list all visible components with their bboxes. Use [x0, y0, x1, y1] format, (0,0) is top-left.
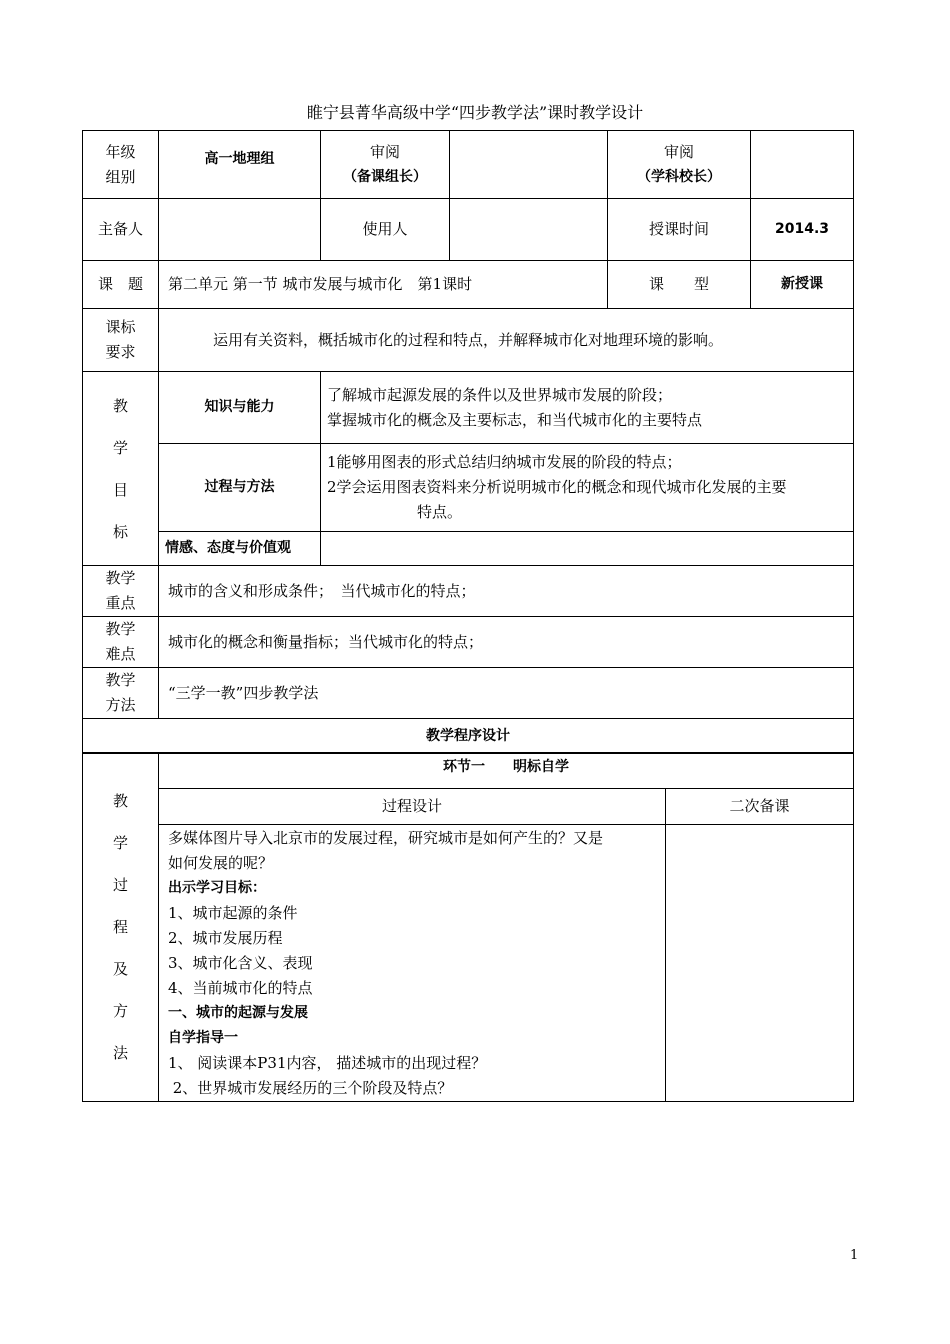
process-line: 出示学习目标： — [168, 880, 266, 896]
review-group-leader: 审阅 （备课组长） — [321, 131, 450, 199]
user-label: 使用人 — [321, 199, 450, 261]
review-group-leader-value — [450, 131, 608, 199]
lesson-time-label: 授课时间 — [608, 199, 751, 261]
program-title: 教学程序设计 — [83, 719, 854, 754]
row-goal-knowledge — [83, 372, 854, 444]
preparer-label: 主备人 — [83, 199, 159, 261]
standard-label: 课标 要求 — [83, 309, 159, 372]
row-topic — [83, 261, 854, 309]
process-lines — [168, 826, 665, 1101]
process-line: 2、世界城市发展经历的三个阶段及特点？ — [168, 1079, 453, 1097]
key-point-label: 教学 重点 — [83, 566, 159, 617]
process-side-label: 教 学 过 程 及 方 法 — [83, 753, 159, 1102]
row-method — [83, 668, 854, 719]
row-section-title — [83, 753, 854, 789]
grade-label: 年级 组别 — [83, 131, 159, 199]
preparer-value — [159, 199, 321, 261]
row-program-title — [83, 719, 854, 754]
emotion-content — [321, 532, 854, 566]
knowledge-content: 了解城市起源发展的条件以及世界城市发展的阶段； 掌握城市化的概念及主要标志，和当代城市化的主要特点 — [321, 372, 854, 444]
row-difficult-point — [83, 617, 854, 668]
row-goal-process — [83, 444, 854, 532]
row-standard — [83, 309, 854, 372]
process-table — [82, 752, 854, 1102]
knowledge-label: 知识与能力 — [159, 372, 321, 444]
topic-value: 第二单元 第一节 城市发展与城市化 第1课时 — [159, 261, 608, 309]
row-preparer — [83, 199, 854, 261]
process-line: 一、城市的起源与发展 — [168, 1005, 308, 1021]
process-content — [159, 825, 666, 1102]
process-line: 3、城市化含义、表现 — [168, 954, 313, 972]
process-label: 过程与方法 — [159, 444, 321, 532]
difficult-point-label: 教学 难点 — [83, 617, 159, 668]
lesson-info-table — [82, 130, 854, 754]
row-goal-emotion — [83, 532, 854, 566]
user-value — [450, 199, 608, 261]
standard-value: 运用有关资料，概括城市化的过程和特点，并解释城市化对地理环境的影响。 — [159, 309, 854, 372]
process-line: 多媒体图片导入北京市的发展过程，研究城市是如何产生的？又是 — [168, 829, 604, 847]
process-line: 2、城市发展历程 — [168, 929, 283, 947]
col-second-prep: 二次备课 — [666, 789, 854, 825]
row-column-headers — [83, 789, 854, 825]
section-title: 环节一 明标自学 — [159, 753, 854, 789]
goals-label: 教 学 目 标 — [83, 372, 159, 566]
review-principal-value — [751, 131, 854, 199]
document-title: 睢宁县菁华高级中学“四步教学法”课时教学设计 — [306, 103, 644, 122]
row-grade — [83, 131, 854, 199]
col-process-design: 过程设计 — [159, 789, 666, 825]
page-number: 1 — [850, 1248, 859, 1263]
difficult-point-value: 城市化的概念和衡量指标；当代城市化的特点； — [159, 617, 854, 668]
method-value: “三学一教”四步教学法 — [159, 668, 854, 719]
method-label: 教学 方法 — [83, 668, 159, 719]
process-line: 如何发展的呢？ — [168, 854, 274, 872]
process-content: 1能够用图表的形式总结归纳城市发展的阶段的特点； 2学会运用图表资料来分析说明城市化的概念和现代城市化发展的主要 特点。 — [321, 444, 854, 532]
lesson-type-value: 新授课 — [751, 261, 854, 309]
process-line: 1、城市起源的条件 — [168, 904, 298, 922]
emotion-label: 情感、态度与价值观 — [159, 532, 321, 566]
key-point-value: 城市的含义和形成条件； 当代城市化的特点； — [159, 566, 854, 617]
lesson-type-label: 课 型 — [608, 261, 751, 309]
process-line: 1、 阅读课本P31内容， 描述城市的出现过程？ — [168, 1054, 487, 1072]
lesson-time-value: 2014.3 — [751, 199, 854, 261]
row-process-content — [83, 825, 854, 1102]
topic-label: 课 题 — [83, 261, 159, 309]
process-line: 自学指导一 — [168, 1030, 238, 1046]
row-key-point — [83, 566, 854, 617]
process-line: 4、当前城市化的特点 — [168, 979, 313, 997]
grade-value: 高一地理组 — [159, 131, 321, 199]
review-principal: 审阅 （学科校长） — [608, 131, 751, 199]
second-prep-content — [666, 825, 854, 1102]
